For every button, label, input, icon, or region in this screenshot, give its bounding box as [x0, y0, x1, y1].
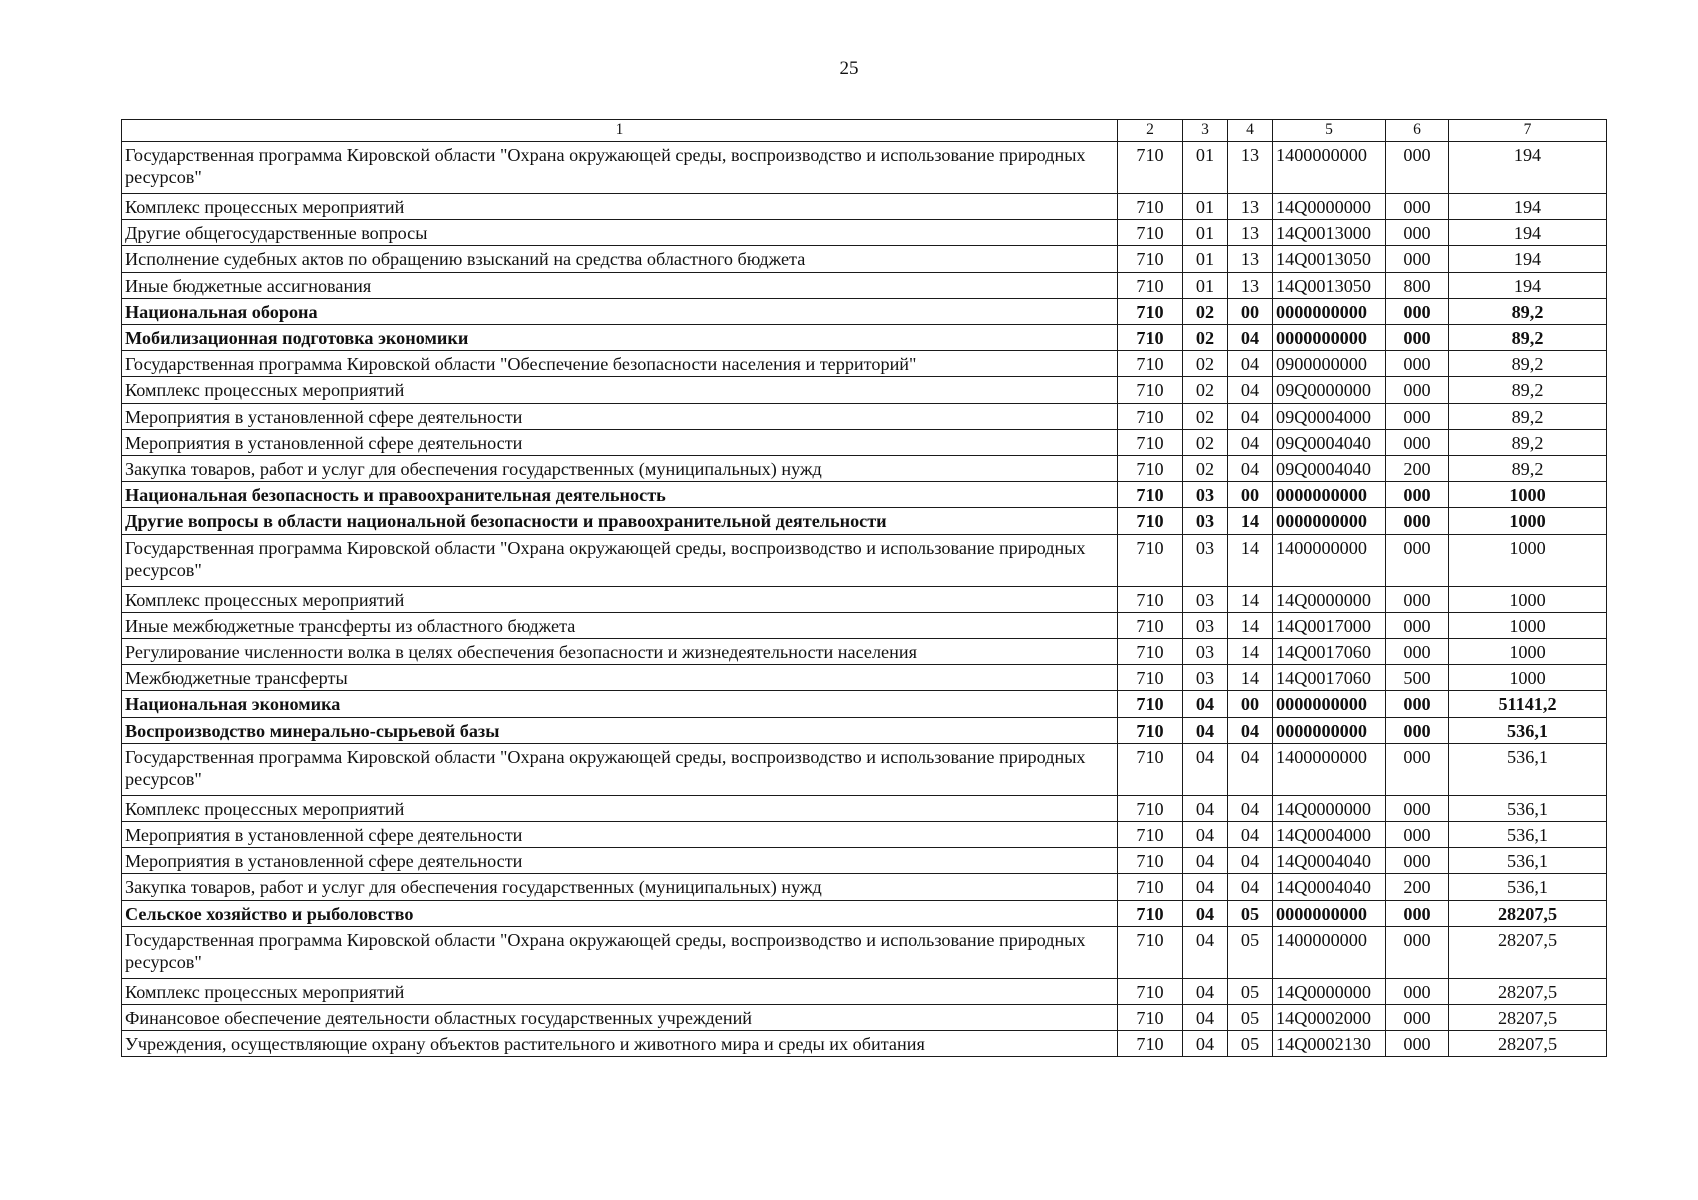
table-row — [122, 141, 1607, 193]
row-target-article: 14Q0000000 — [1273, 978, 1386, 1004]
row-expense-type: 000 — [1386, 298, 1449, 324]
column-header-6: 6 — [1386, 120, 1449, 142]
row-amount: 194 — [1449, 246, 1607, 272]
row-section-code: 02 — [1183, 377, 1228, 403]
row-name: Комплекс процессных мероприятий — [122, 795, 1118, 821]
row-target-article: 0900000000 — [1273, 351, 1386, 377]
row-name: Мероприятия в установленной сфере деятельности — [122, 403, 1118, 429]
row-subsection-code: 13 — [1228, 193, 1273, 219]
row-section-code: 03 — [1183, 508, 1228, 534]
table-row — [122, 455, 1607, 481]
row-name: Учреждения, осуществляющие охрану объектов растительного и животного мира и среды их обитания — [122, 1031, 1118, 1057]
row-ministry-code: 710 — [1118, 638, 1183, 664]
row-amount: 536,1 — [1449, 717, 1607, 743]
row-section-code: 02 — [1183, 298, 1228, 324]
row-ministry-code: 710 — [1118, 926, 1183, 978]
row-section-code: 04 — [1183, 691, 1228, 717]
row-amount: 1000 — [1449, 508, 1607, 534]
row-expense-type: 000 — [1386, 534, 1449, 586]
row-name: Мероприятия в установленной сфере деятельности — [122, 429, 1118, 455]
row-ministry-code: 710 — [1118, 455, 1183, 481]
row-target-article: 14Q0004000 — [1273, 821, 1386, 847]
row-expense-type: 000 — [1386, 717, 1449, 743]
row-amount: 194 — [1449, 272, 1607, 298]
row-expense-type: 000 — [1386, 1031, 1449, 1057]
table-row — [122, 403, 1607, 429]
row-ministry-code: 710 — [1118, 900, 1183, 926]
row-subsection-code: 13 — [1228, 246, 1273, 272]
table-row — [122, 638, 1607, 664]
row-name: Иные бюджетные ассигнования — [122, 272, 1118, 298]
row-target-article: 14Q0000000 — [1273, 586, 1386, 612]
row-section-code: 02 — [1183, 351, 1228, 377]
table-row — [122, 900, 1607, 926]
row-section-code: 04 — [1183, 743, 1228, 795]
row-ministry-code: 710 — [1118, 141, 1183, 193]
page-number: 25 — [839, 58, 859, 79]
table-row — [122, 926, 1607, 978]
row-amount: 28207,5 — [1449, 1031, 1607, 1057]
row-target-article: 09Q0000000 — [1273, 377, 1386, 403]
row-amount: 194 — [1449, 193, 1607, 219]
row-name: Государственная программа Кировской области "Охрана окружающей среды, воспроизводство и использование природных ресурсов" — [122, 534, 1118, 586]
row-subsection-code: 00 — [1228, 691, 1273, 717]
row-expense-type: 000 — [1386, 848, 1449, 874]
table-row — [122, 351, 1607, 377]
row-section-code: 03 — [1183, 638, 1228, 664]
row-name: Воспроизводство минерально-сырьевой базы — [122, 717, 1118, 743]
row-expense-type: 000 — [1386, 900, 1449, 926]
row-ministry-code: 710 — [1118, 220, 1183, 246]
table-row — [122, 534, 1607, 586]
row-target-article: 14Q0000000 — [1273, 795, 1386, 821]
row-subsection-code: 14 — [1228, 586, 1273, 612]
row-ministry-code: 710 — [1118, 586, 1183, 612]
row-name: Комплекс процессных мероприятий — [122, 978, 1118, 1004]
row-ministry-code: 710 — [1118, 482, 1183, 508]
row-amount: 194 — [1449, 141, 1607, 193]
row-ministry-code: 710 — [1118, 377, 1183, 403]
row-ministry-code: 710 — [1118, 351, 1183, 377]
table-row — [122, 795, 1607, 821]
budget-table — [121, 119, 1607, 1057]
row-ministry-code: 710 — [1118, 821, 1183, 847]
row-subsection-code: 04 — [1228, 324, 1273, 350]
row-name: Иные межбюджетные трансферты из областного бюджета — [122, 612, 1118, 638]
row-name: Государственная программа Кировской области "Охрана окружающей среды, воспроизводство и использование природных ресурсов" — [122, 743, 1118, 795]
row-amount: 536,1 — [1449, 743, 1607, 795]
row-amount: 1000 — [1449, 665, 1607, 691]
row-subsection-code: 04 — [1228, 717, 1273, 743]
row-name: Финансовое обеспечение деятельности областных государственных учреждений — [122, 1004, 1118, 1030]
row-target-article: 1400000000 — [1273, 743, 1386, 795]
row-subsection-code: 04 — [1228, 795, 1273, 821]
row-section-code: 01 — [1183, 220, 1228, 246]
row-subsection-code: 04 — [1228, 377, 1273, 403]
row-section-code: 03 — [1183, 665, 1228, 691]
row-subsection-code: 14 — [1228, 665, 1273, 691]
row-section-code: 04 — [1183, 795, 1228, 821]
row-ministry-code: 710 — [1118, 743, 1183, 795]
row-section-code: 02 — [1183, 455, 1228, 481]
row-amount: 89,2 — [1449, 429, 1607, 455]
table-row — [122, 429, 1607, 455]
row-name: Национальная оборона — [122, 298, 1118, 324]
table-row — [122, 508, 1607, 534]
row-subsection-code: 13 — [1228, 141, 1273, 193]
table-row — [122, 220, 1607, 246]
column-header-2: 2 — [1118, 120, 1183, 142]
row-subsection-code: 04 — [1228, 455, 1273, 481]
row-name: Государственная программа Кировской области "Охрана окружающей среды, воспроизводство и использование природных ресурсов" — [122, 926, 1118, 978]
row-expense-type: 000 — [1386, 429, 1449, 455]
row-target-article: 14Q0002000 — [1273, 1004, 1386, 1030]
row-expense-type: 000 — [1386, 482, 1449, 508]
row-name: Сельское хозяйство и рыболовство — [122, 900, 1118, 926]
table-row — [122, 691, 1607, 717]
column-header-3: 3 — [1183, 120, 1228, 142]
row-ministry-code: 710 — [1118, 691, 1183, 717]
table-row — [122, 874, 1607, 900]
table-row — [122, 482, 1607, 508]
table-row — [122, 1004, 1607, 1030]
row-name: Регулирование численности волка в целях обеспечения безопасности и жизнедеятельности населения — [122, 638, 1118, 664]
row-expense-type: 200 — [1386, 455, 1449, 481]
row-amount: 1000 — [1449, 586, 1607, 612]
row-target-article: 0000000000 — [1273, 508, 1386, 534]
row-section-code: 02 — [1183, 324, 1228, 350]
column-header-5: 5 — [1273, 120, 1386, 142]
row-name: Государственная программа Кировской области "Охрана окружающей среды, воспроизводство и использование природных ресурсов" — [122, 141, 1118, 193]
row-expense-type: 000 — [1386, 324, 1449, 350]
row-target-article: 14Q0017000 — [1273, 612, 1386, 638]
row-subsection-code: 04 — [1228, 429, 1273, 455]
row-ministry-code: 710 — [1118, 324, 1183, 350]
row-subsection-code: 04 — [1228, 351, 1273, 377]
row-expense-type: 000 — [1386, 403, 1449, 429]
table-row — [122, 193, 1607, 219]
column-header-7: 7 — [1449, 120, 1607, 142]
row-target-article: 0000000000 — [1273, 717, 1386, 743]
row-expense-type: 000 — [1386, 377, 1449, 403]
row-subsection-code: 04 — [1228, 848, 1273, 874]
row-section-code: 01 — [1183, 193, 1228, 219]
row-expense-type: 000 — [1386, 1004, 1449, 1030]
row-section-code: 04 — [1183, 1004, 1228, 1030]
row-subsection-code: 00 — [1228, 298, 1273, 324]
row-amount: 1000 — [1449, 638, 1607, 664]
row-target-article: 09Q0004000 — [1273, 403, 1386, 429]
row-expense-type: 000 — [1386, 978, 1449, 1004]
row-expense-type: 000 — [1386, 508, 1449, 534]
row-target-article: 14Q0017060 — [1273, 638, 1386, 664]
row-name: Закупка товаров, работ и услуг для обеспечения государственных (муниципальных) нужд — [122, 874, 1118, 900]
row-expense-type: 000 — [1386, 141, 1449, 193]
row-section-code: 04 — [1183, 1031, 1228, 1057]
row-target-article: 14Q0004040 — [1273, 874, 1386, 900]
row-expense-type: 000 — [1386, 821, 1449, 847]
row-ministry-code: 710 — [1118, 246, 1183, 272]
row-target-article: 14Q0004040 — [1273, 848, 1386, 874]
row-ministry-code: 710 — [1118, 978, 1183, 1004]
row-subsection-code: 04 — [1228, 743, 1273, 795]
row-expense-type: 000 — [1386, 193, 1449, 219]
row-name: Межбюджетные трансферты — [122, 665, 1118, 691]
row-target-article: 0000000000 — [1273, 324, 1386, 350]
row-subsection-code: 04 — [1228, 874, 1273, 900]
row-amount: 89,2 — [1449, 324, 1607, 350]
row-name: Закупка товаров, работ и услуг для обеспечения государственных (муниципальных) нужд — [122, 455, 1118, 481]
row-target-article: 1400000000 — [1273, 534, 1386, 586]
table-row — [122, 246, 1607, 272]
row-ministry-code: 710 — [1118, 272, 1183, 298]
row-target-article: 09Q0004040 — [1273, 455, 1386, 481]
table-body — [122, 141, 1607, 1056]
row-name: Государственная программа Кировской области "Обеспечение безопасности населения и территорий" — [122, 351, 1118, 377]
row-section-code: 03 — [1183, 534, 1228, 586]
row-section-code: 04 — [1183, 900, 1228, 926]
row-amount: 89,2 — [1449, 351, 1607, 377]
row-subsection-code: 05 — [1228, 1004, 1273, 1030]
row-amount: 89,2 — [1449, 403, 1607, 429]
row-expense-type: 000 — [1386, 691, 1449, 717]
row-expense-type: 000 — [1386, 743, 1449, 795]
row-subsection-code: 05 — [1228, 978, 1273, 1004]
row-target-article: 1400000000 — [1273, 141, 1386, 193]
row-name: Комплекс процессных мероприятий — [122, 193, 1118, 219]
table-row — [122, 978, 1607, 1004]
row-ministry-code: 710 — [1118, 848, 1183, 874]
row-subsection-code: 05 — [1228, 900, 1273, 926]
row-expense-type: 000 — [1386, 351, 1449, 377]
row-section-code: 04 — [1183, 874, 1228, 900]
row-target-article: 09Q0004040 — [1273, 429, 1386, 455]
row-amount: 1000 — [1449, 482, 1607, 508]
row-section-code: 04 — [1183, 821, 1228, 847]
row-expense-type: 000 — [1386, 612, 1449, 638]
column-header-1: 1 — [122, 120, 1118, 142]
table-row — [122, 743, 1607, 795]
row-target-article: 14Q0002130 — [1273, 1031, 1386, 1057]
row-subsection-code: 14 — [1228, 612, 1273, 638]
row-subsection-code: 04 — [1228, 821, 1273, 847]
row-name: Мобилизационная подготовка экономики — [122, 324, 1118, 350]
row-target-article: 0000000000 — [1273, 298, 1386, 324]
row-target-article: 0000000000 — [1273, 482, 1386, 508]
row-amount: 536,1 — [1449, 848, 1607, 874]
row-target-article: 0000000000 — [1273, 691, 1386, 717]
row-ministry-code: 710 — [1118, 612, 1183, 638]
row-section-code: 02 — [1183, 429, 1228, 455]
row-target-article: 14Q0013050 — [1273, 246, 1386, 272]
row-expense-type: 200 — [1386, 874, 1449, 900]
row-expense-type: 000 — [1386, 586, 1449, 612]
row-subsection-code: 05 — [1228, 1031, 1273, 1057]
row-subsection-code: 13 — [1228, 220, 1273, 246]
row-amount: 194 — [1449, 220, 1607, 246]
row-amount: 28207,5 — [1449, 926, 1607, 978]
row-section-code: 04 — [1183, 978, 1228, 1004]
row-target-article: 14Q0013050 — [1273, 272, 1386, 298]
row-amount: 1000 — [1449, 612, 1607, 638]
row-ministry-code: 710 — [1118, 1031, 1183, 1057]
row-subsection-code: 04 — [1228, 403, 1273, 429]
table-row — [122, 272, 1607, 298]
row-expense-type: 500 — [1386, 665, 1449, 691]
row-name: Исполнение судебных актов по обращению взысканий на средства областного бюджета — [122, 246, 1118, 272]
row-expense-type: 000 — [1386, 638, 1449, 664]
row-subsection-code: 14 — [1228, 638, 1273, 664]
row-target-article: 14Q0017060 — [1273, 665, 1386, 691]
row-amount: 51141,2 — [1449, 691, 1607, 717]
row-name: Национальная безопасность и правоохранительная деятельность — [122, 482, 1118, 508]
table-row — [122, 821, 1607, 847]
row-subsection-code: 14 — [1228, 508, 1273, 534]
row-name: Другие вопросы в области национальной безопасности и правоохранительной деятельности — [122, 508, 1118, 534]
row-name: Комплекс процессных мероприятий — [122, 377, 1118, 403]
row-expense-type: 000 — [1386, 926, 1449, 978]
row-section-code: 03 — [1183, 586, 1228, 612]
row-section-code: 04 — [1183, 926, 1228, 978]
table-row — [122, 848, 1607, 874]
row-target-article: 14Q0000000 — [1273, 193, 1386, 219]
table-row — [122, 665, 1607, 691]
row-ministry-code: 710 — [1118, 717, 1183, 743]
row-ministry-code: 710 — [1118, 1004, 1183, 1030]
row-ministry-code: 710 — [1118, 534, 1183, 586]
row-amount: 28207,5 — [1449, 900, 1607, 926]
table-row — [122, 612, 1607, 638]
table-row — [122, 377, 1607, 403]
table-row — [122, 717, 1607, 743]
row-target-article: 14Q0013000 — [1273, 220, 1386, 246]
row-amount: 28207,5 — [1449, 978, 1607, 1004]
row-name: Другие общегосударственные вопросы — [122, 220, 1118, 246]
row-target-article: 1400000000 — [1273, 926, 1386, 978]
column-header-4: 4 — [1228, 120, 1273, 142]
row-section-code: 02 — [1183, 403, 1228, 429]
row-subsection-code: 05 — [1228, 926, 1273, 978]
row-expense-type: 800 — [1386, 272, 1449, 298]
table-row — [122, 586, 1607, 612]
row-amount: 536,1 — [1449, 821, 1607, 847]
table-row — [122, 1031, 1607, 1057]
row-target-article: 0000000000 — [1273, 900, 1386, 926]
row-name: Мероприятия в установленной сфере деятельности — [122, 848, 1118, 874]
row-section-code: 01 — [1183, 246, 1228, 272]
header-row — [122, 120, 1607, 142]
row-amount: 1000 — [1449, 534, 1607, 586]
row-ministry-code: 710 — [1118, 403, 1183, 429]
row-subsection-code: 00 — [1228, 482, 1273, 508]
row-ministry-code: 710 — [1118, 508, 1183, 534]
row-amount: 89,2 — [1449, 377, 1607, 403]
row-ministry-code: 710 — [1118, 193, 1183, 219]
row-ministry-code: 710 — [1118, 429, 1183, 455]
row-expense-type: 000 — [1386, 246, 1449, 272]
table-row — [122, 298, 1607, 324]
row-name: Мероприятия в установленной сфере деятельности — [122, 821, 1118, 847]
row-expense-type: 000 — [1386, 795, 1449, 821]
row-section-code: 03 — [1183, 612, 1228, 638]
row-subsection-code: 14 — [1228, 534, 1273, 586]
row-section-code: 01 — [1183, 272, 1228, 298]
row-ministry-code: 710 — [1118, 874, 1183, 900]
row-amount: 28207,5 — [1449, 1004, 1607, 1030]
row-section-code: 04 — [1183, 848, 1228, 874]
row-section-code: 04 — [1183, 717, 1228, 743]
row-name: Комплекс процессных мероприятий — [122, 586, 1118, 612]
row-ministry-code: 710 — [1118, 298, 1183, 324]
row-expense-type: 000 — [1386, 220, 1449, 246]
row-amount: 536,1 — [1449, 795, 1607, 821]
row-amount: 89,2 — [1449, 298, 1607, 324]
row-ministry-code: 710 — [1118, 795, 1183, 821]
row-name: Национальная экономика — [122, 691, 1118, 717]
row-ministry-code: 710 — [1118, 665, 1183, 691]
row-amount: 536,1 — [1449, 874, 1607, 900]
table-row — [122, 324, 1607, 350]
row-subsection-code: 13 — [1228, 272, 1273, 298]
row-section-code: 03 — [1183, 482, 1228, 508]
row-section-code: 01 — [1183, 141, 1228, 193]
row-amount: 89,2 — [1449, 455, 1607, 481]
